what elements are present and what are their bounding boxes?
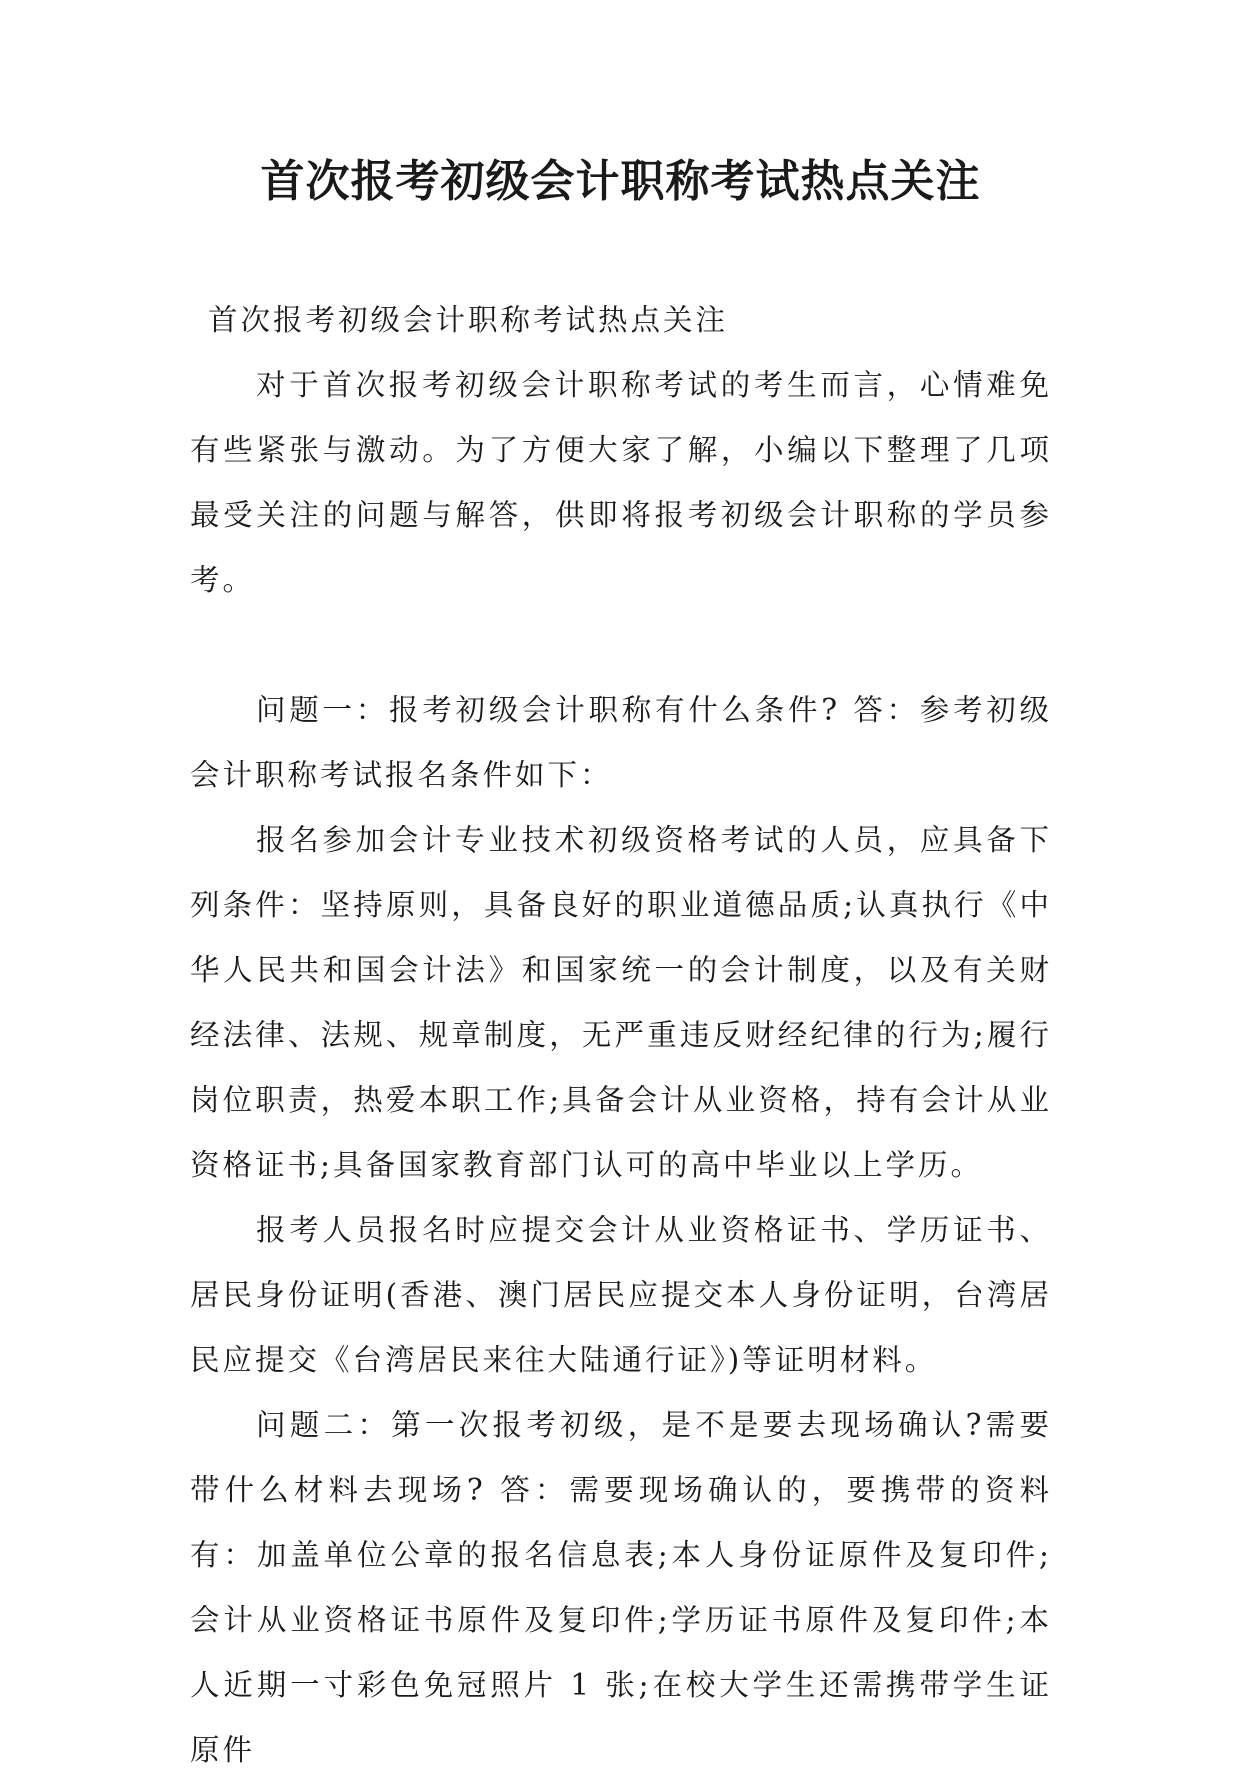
intro-paragraph: 对于首次报考初级会计职称考试的考生而言，心情难免有些紧张与激动。为了方便大家了解，小编以下整理了几项最受关注的问题与解答，供即将报考初级会计职称的学员参考。	[190, 368, 1052, 597]
document-title: 首次报考初级会计职称考试热点关注	[260, 156, 981, 207]
materials-paragraph: 报考人员报名时应提交会计从业资格证书、学历证书、居民身份证明(香港、澳门居民应提交本人身份证明，台湾居民应提交《台湾居民来往大陆通行证》)等证明材料。	[190, 1213, 1052, 1377]
conditions-paragraph: 报名参加会计专业技术初级资格考试的人员，应具备下列条件：坚持原则，具备良好的职业道德品质;认真执行《中华人民共和国会计法》和国家统一的会计制度，以及有关财经法律、法规、规章制度，无严重违反财经纪律的行为;履行岗位职责，热爱本职工作;具备会计从业资格，持有会计从业资格证书;具备国家教育部门认可的高中毕业以上学历。	[190, 823, 1052, 1182]
document-subtitle: 首次报考初级会计职称考试热点关注	[208, 303, 729, 337]
question-two-paragraph: 问题二：第一次报考初级，是不是要去现场确认?需要带什么材料去现场? 答：需要现场确认的，要携带的资料有：加盖单位公章的报名信息表;本人身份证原件及复印件;会计从业资格证书原件及复印件;学历证书原件及复印件;本人近期一寸彩色免冠照片 1 张;在校大学生还需携带学生证原件	[190, 1408, 1052, 1767]
paragraph-spacer	[190, 613, 1052, 678]
document-body	[190, 288, 1052, 1783]
question-one-paragraph: 问题一：报考初级会计职称有什么条件? 答：参考初级会计职称考试报名条件如下：	[190, 693, 1052, 792]
